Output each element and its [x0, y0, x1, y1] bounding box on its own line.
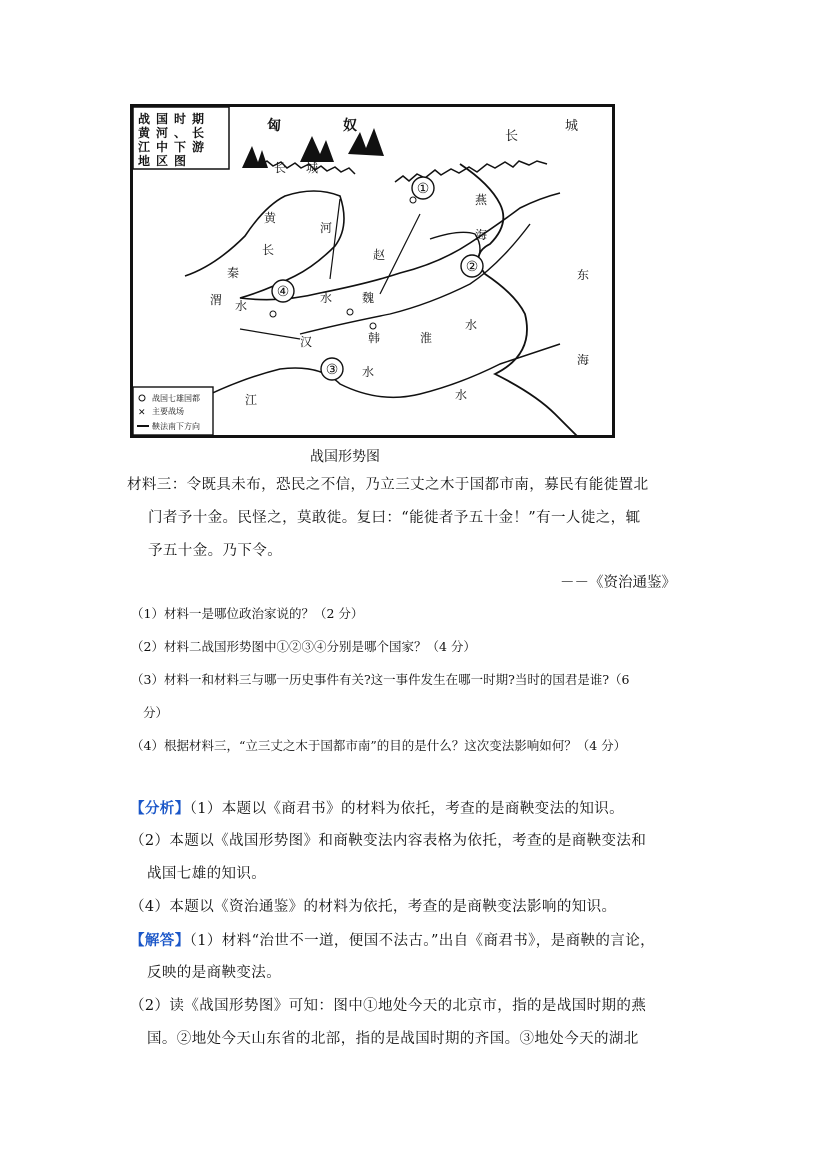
question-3-cont: 分）	[143, 705, 169, 720]
marker-4-label: ④	[276, 284, 290, 300]
answer-paragraph-1	[130, 924, 705, 958]
label-xiongnu-a: 匈	[267, 118, 281, 134]
question-4: （4）根据材料三，“立三丈之木于国都市南”的目的是什么？这次变法影响如何？（4 分）	[131, 738, 627, 753]
label-jiang-b: 水	[362, 365, 375, 379]
label-qin: 秦	[227, 266, 240, 280]
material3-line1: 材料三：令既具未布，恐民之不信，乃立三丈之木于国都市南，募民有能徙置北	[127, 477, 649, 493]
material3-line2: 门者予十金。民怪之，莫敢徙。复曰：“能徙者予五十金！”有一人徙之，辄	[148, 510, 641, 526]
answer-p2: （2）读《战国形势图》可知：图中①地处今天的北京市，指的是战国时期的燕	[130, 998, 647, 1014]
label-changcheng-w-a: 长	[274, 161, 287, 175]
label-hanshui: 汉	[300, 335, 313, 349]
label-changcheng-inner: 长	[262, 243, 275, 257]
label-weishui-a: 渭	[210, 293, 223, 307]
map-title-line2: 黄河、长	[138, 126, 211, 140]
label-huai-b: 水	[465, 318, 478, 332]
analysis-p2-cont: 战国七雄的知识。	[147, 866, 267, 882]
label-huanghe-a: 黄	[264, 211, 277, 225]
analysis-p1: （1）本题以《商君书》的材料为依托，考查的是商鞅变法的知识。	[189, 801, 625, 817]
legend-item-battle: 主要战场	[152, 407, 184, 416]
material3-source: －－《资治通鉴》	[560, 575, 676, 591]
answer-p2-cont: 国。②地处今天山东省的北部，指的是战国时期的齐国。③地处今天的湖北	[147, 1031, 639, 1047]
question-1: （1）材料一是哪位政治家说的？（2 分）	[131, 606, 364, 621]
label-wei: 魏	[362, 291, 375, 305]
marker-1-label: ①	[416, 181, 430, 197]
label-changcheng-ne-b: 城	[565, 119, 579, 134]
legend-item-capital: 战国七雄国都	[152, 394, 200, 403]
label-xiongnu-b: 奴	[343, 118, 357, 134]
label-zhao: 赵	[373, 248, 386, 262]
label-huai: 淮	[420, 331, 433, 345]
label-bohai: 海	[475, 228, 488, 242]
analysis-paragraph-1	[130, 792, 705, 826]
warring-states-map	[130, 104, 615, 438]
map-title-line3: 江中下游	[138, 140, 211, 154]
label-huanghe-b: 河	[320, 221, 333, 235]
label-changcheng-w-b: 城	[306, 161, 319, 175]
analysis-p2: （2）本题以《战国形势图》和商鞅变法内容表格为依托，考查的是商鞅变法和	[130, 833, 647, 849]
answer-p1: （1）材料“治世不一道，便国不法古。”出自《商君书》，是商鞅的言论，	[189, 933, 656, 949]
label-weishui-b: 水	[235, 299, 248, 313]
label-donghai-a: 东	[577, 268, 590, 282]
marker-3-label: ③	[325, 362, 339, 378]
map-caption: 战国形势图	[310, 449, 380, 465]
marker-2-label: ②	[465, 259, 479, 275]
label-jiang-c: 水	[455, 388, 468, 402]
legend-battle-icon: ✕	[138, 408, 146, 418]
map-title-line1: 战国时期	[138, 112, 211, 126]
answer-tag: 【解答】	[130, 932, 190, 949]
analysis-p4: （4）本题以《资治通鉴》的材料为依托，考查的是商鞅变法影响的知识。	[130, 899, 617, 915]
analysis-tag: 【分析】	[130, 800, 190, 817]
material3-line3: 予五十金。乃下令。	[148, 543, 283, 559]
question-3: （3）材料一和材料三与哪一历史事件有关?这一事件发生在哪一时期?当时的国君是谁?（6	[131, 672, 630, 687]
label-changcheng-ne-a: 长	[505, 129, 519, 144]
answer-p1-cont: 反映的是商鞅变法。	[147, 965, 282, 981]
map-title-line4: 地区图	[138, 154, 193, 168]
label-han-state: 韩	[368, 331, 381, 345]
question-2: （2）材料二战国形势图中①②③④分别是哪个国家？（4 分）	[131, 639, 476, 654]
label-donghai-b: 海	[577, 353, 590, 367]
label-yan: 燕	[475, 193, 488, 207]
label-shui-mid: 水	[320, 291, 333, 305]
legend-item-direction: 鞅法南下方向	[152, 422, 200, 431]
label-jiang-a: 江	[245, 393, 258, 407]
